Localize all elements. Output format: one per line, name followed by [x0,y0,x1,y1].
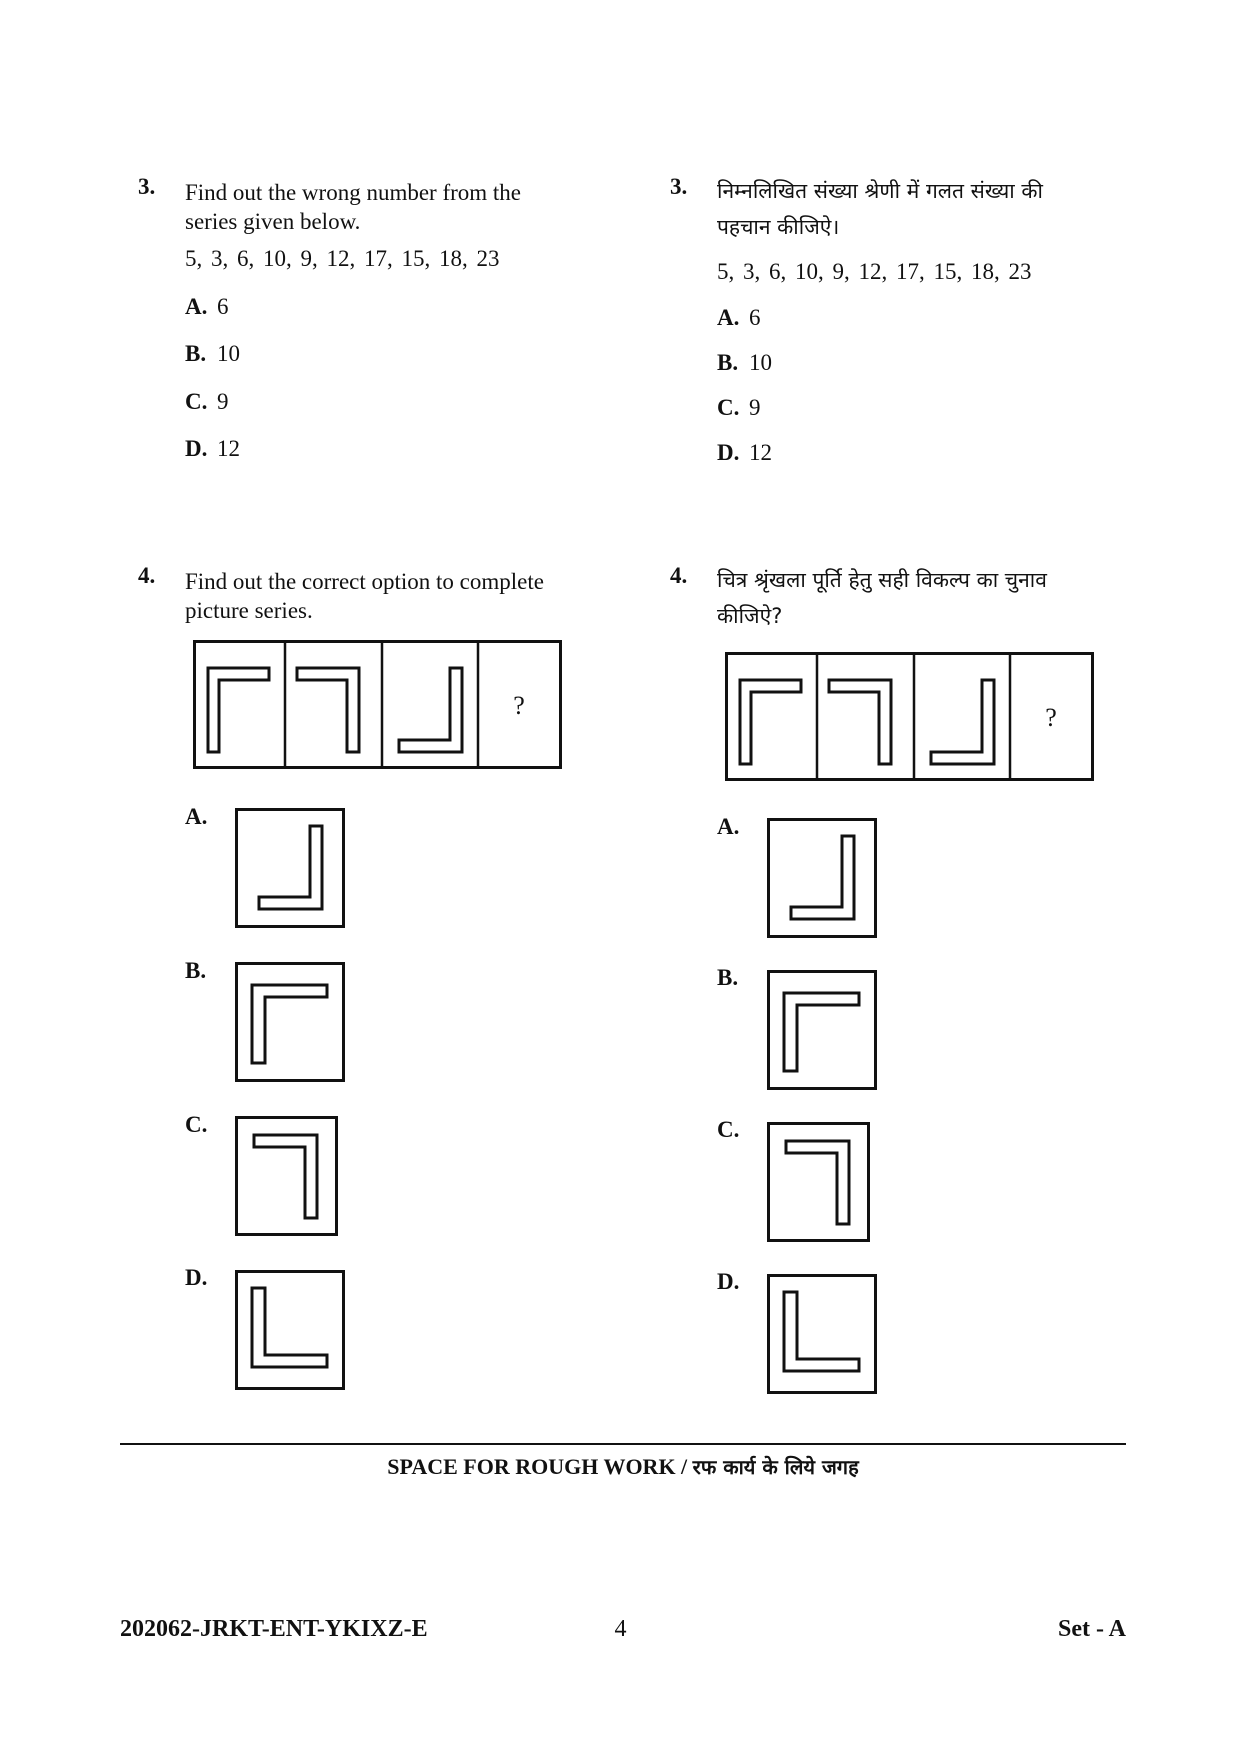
hi-q3-number: 3. [670,174,688,199]
hi-q3-line1: निम्नलिखित संख्या श्रेणी में गलत संख्या की [717,179,1043,203]
hi-q4-option-c-figure-seven[interactable] [767,1122,870,1242]
option-value: 12 [217,436,240,461]
option-letter: B. [717,350,739,375]
option-letter: D. [717,440,740,465]
option-letter: B. [185,341,207,366]
en-q3-series: 5, 3, 6, 10, 9, 12, 17, 15, 18, 23 [185,246,500,271]
hi-q3-option-a[interactable] [717,305,761,331]
option-value: 6 [749,305,761,330]
en-q3-line1: Find out the wrong number from the [185,180,522,205]
en-q4-option-c-letter: C. [185,1112,208,1137]
hi-q4-option-b-letter: B. [717,965,739,990]
rough-work-divider [120,1443,1126,1445]
footer-page-number: 4 [614,1616,627,1642]
en-q4-option-d-letter: D. [185,1265,208,1290]
en-q4-option-a-letter: A. [185,804,208,829]
en-q4-option-b-figure-gamma[interactable] [235,962,345,1082]
option-letter: D. [185,436,208,461]
series-figure-1-gamma [208,668,269,752]
series-figure-1-gamma [740,680,801,764]
footer-set: Set - A [1058,1616,1126,1642]
series-question-mark: ? [513,691,525,720]
hi-q4-line1: चित्र श्रृंखला पूर्ति हेतु सही विकल्प का चुनाव [717,568,1047,592]
en-q4-line1: Find out the correct option to complete [185,569,544,594]
en-q4-picture-series [193,640,563,770]
footer-paper-code: 202062-JRKT-ENT-YKIXZ-E [120,1616,428,1642]
hi-q3-option-d[interactable] [717,440,772,466]
en-q4-line2: picture series. [185,598,313,623]
hi-q3-text [717,173,1043,245]
hi-q4-option-a-letter: A. [717,814,740,839]
en-q4-text [185,567,544,625]
hi-q4-option-d-letter: D. [717,1269,740,1294]
en-q3-option-b[interactable] [185,341,240,367]
hi-q3-option-b[interactable] [717,350,772,376]
series-figure-3-j [931,680,994,764]
hi-q3-option-c[interactable] [717,395,761,421]
option-value: 10 [749,350,772,375]
hi-q3-series: 5, 3, 6, 10, 9, 12, 17, 15, 18, 23 [717,259,1032,284]
option-value: 6 [217,294,229,319]
option-value: 9 [217,389,229,414]
option-letter: C. [185,389,208,414]
option-value: 9 [749,395,761,420]
rough-work-english: SPACE FOR ROUGH WORK / [387,1454,693,1479]
option-letter: C. [717,395,740,420]
rough-work-hindi: रफ कार्य के लिये जगह [692,1455,859,1479]
option-letter: A. [185,294,208,319]
series-question-mark: ? [1045,703,1057,732]
en-q3-option-a[interactable] [185,294,229,320]
en-q3-number: 3. [138,174,156,199]
hi-q4-text [717,562,1047,634]
rough-work-label [120,1453,1126,1480]
en-q3-text [185,178,521,236]
en-q3-line2: series given below. [185,209,361,234]
series-figure-2-seven [297,668,359,752]
hi-q4-line2: कीजिऐ? [717,604,783,628]
hi-q3-line2: पहचान कीजिऐ। [717,215,840,239]
hi-q4-option-b-figure-gamma[interactable] [767,970,877,1090]
en-q4-number: 4. [138,563,156,588]
en-q3-option-c[interactable] [185,389,229,415]
option-letter: A. [717,305,740,330]
hi-q4-option-c-letter: C. [717,1117,740,1142]
en-q4-option-c-figure-seven[interactable] [235,1116,338,1236]
series-figure-2-seven [829,680,891,764]
option-value: 10 [217,341,240,366]
hi-q4-picture-series [725,652,1095,782]
hi-q4-number: 4. [670,563,688,588]
en-q4-option-d-figure-l[interactable] [235,1270,345,1390]
en-q4-option-b-letter: B. [185,958,207,983]
option-value: 12 [749,440,772,465]
series-figure-3-j [399,668,462,752]
en-q4-option-a-figure-j[interactable] [235,808,345,928]
hi-q4-option-a-figure-j[interactable] [767,818,877,938]
hi-q4-option-d-figure-l[interactable] [767,1274,877,1394]
en-q3-option-d[interactable] [185,436,240,462]
